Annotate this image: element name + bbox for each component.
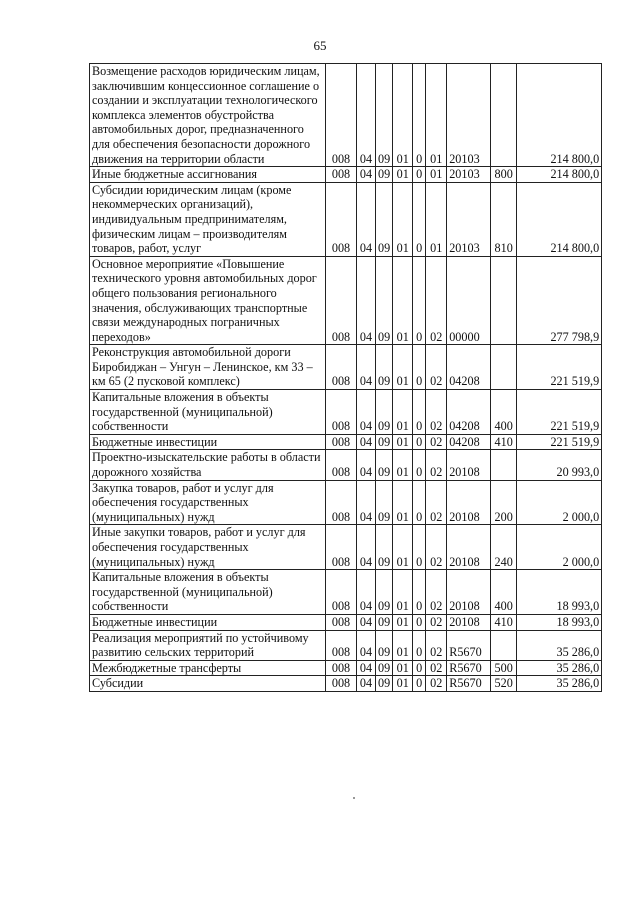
row-activity-code: 02 bbox=[426, 345, 447, 390]
row-direction-code: 20103 bbox=[447, 64, 491, 167]
row-expense-type bbox=[491, 64, 517, 167]
table-row bbox=[90, 450, 602, 480]
row-ministry-code: 008 bbox=[326, 182, 357, 256]
row-program-code: 01 bbox=[393, 676, 413, 692]
row-program-code: 01 bbox=[393, 182, 413, 256]
row-program-code: 01 bbox=[393, 64, 413, 167]
row-expense-type: 400 bbox=[491, 570, 517, 615]
row-subsection-code: 09 bbox=[376, 614, 393, 630]
row-description: Закупка товаров, работ и услуг для обеспечения государственных (муниципальных) нужд bbox=[90, 480, 326, 525]
row-amount: 221 519,9 bbox=[517, 434, 602, 450]
row-section-code: 04 bbox=[357, 525, 376, 570]
row-description: Реконструкция автомобильной дороги Биробиджан – Унгун – Ленинское, км 33 – км 65 (2 пусковой комплекс) bbox=[90, 345, 326, 390]
row-amount: 277 798,9 bbox=[517, 256, 602, 345]
row-subprogram-code: 0 bbox=[413, 167, 426, 183]
row-program-code: 01 bbox=[393, 614, 413, 630]
row-expense-type: 810 bbox=[491, 182, 517, 256]
budget-table bbox=[89, 63, 602, 692]
row-subsection-code: 09 bbox=[376, 480, 393, 525]
row-section-code: 04 bbox=[357, 450, 376, 480]
row-subprogram-code: 0 bbox=[413, 345, 426, 390]
row-expense-type bbox=[491, 450, 517, 480]
row-amount: 2 000,0 bbox=[517, 480, 602, 525]
row-expense-type bbox=[491, 345, 517, 390]
row-ministry-code: 008 bbox=[326, 480, 357, 525]
table-row bbox=[90, 525, 602, 570]
row-ministry-code: 008 bbox=[326, 630, 357, 660]
table-row bbox=[90, 182, 602, 256]
table-row bbox=[90, 256, 602, 345]
row-ministry-code: 008 bbox=[326, 434, 357, 450]
row-description: Иные закупки товаров, работ и услуг для обеспечения государственных (муниципальных) нужд bbox=[90, 525, 326, 570]
table-row bbox=[90, 390, 602, 435]
table-row bbox=[90, 345, 602, 390]
row-program-code: 01 bbox=[393, 390, 413, 435]
table-row bbox=[90, 480, 602, 525]
row-ministry-code: 008 bbox=[326, 390, 357, 435]
row-ministry-code: 008 bbox=[326, 450, 357, 480]
row-subprogram-code: 0 bbox=[413, 64, 426, 167]
row-subprogram-code: 0 bbox=[413, 630, 426, 660]
row-section-code: 04 bbox=[357, 570, 376, 615]
row-section-code: 04 bbox=[357, 64, 376, 167]
row-amount: 35 286,0 bbox=[517, 676, 602, 692]
row-program-code: 01 bbox=[393, 434, 413, 450]
table-row bbox=[90, 660, 602, 676]
row-amount: 35 286,0 bbox=[517, 660, 602, 676]
row-section-code: 04 bbox=[357, 434, 376, 450]
row-activity-code: 02 bbox=[426, 570, 447, 615]
row-activity-code: 02 bbox=[426, 450, 447, 480]
row-activity-code: 02 bbox=[426, 390, 447, 435]
table-row bbox=[90, 630, 602, 660]
row-subsection-code: 09 bbox=[376, 676, 393, 692]
row-description: Капитальные вложения в объекты государственной (муниципальной) собственности bbox=[90, 570, 326, 615]
row-section-code: 04 bbox=[357, 480, 376, 525]
row-direction-code: R5670 bbox=[447, 630, 491, 660]
row-subprogram-code: 0 bbox=[413, 676, 426, 692]
row-program-code: 01 bbox=[393, 256, 413, 345]
page-number: 65 bbox=[313, 38, 327, 53]
row-activity-code: 02 bbox=[426, 525, 447, 570]
row-expense-type: 410 bbox=[491, 434, 517, 450]
row-subprogram-code: 0 bbox=[413, 525, 426, 570]
row-activity-code: 02 bbox=[426, 614, 447, 630]
row-subprogram-code: 0 bbox=[413, 434, 426, 450]
row-expense-type bbox=[491, 256, 517, 345]
row-subprogram-code: 0 bbox=[413, 182, 426, 256]
row-subprogram-code: 0 bbox=[413, 660, 426, 676]
row-subsection-code: 09 bbox=[376, 390, 393, 435]
row-description: Проектно-изыскательские работы в области дорожного хозяйства bbox=[90, 450, 326, 480]
row-program-code: 01 bbox=[393, 167, 413, 183]
row-program-code: 01 bbox=[393, 570, 413, 615]
row-description: Капитальные вложения в объекты государственной (муниципальной) собственности bbox=[90, 390, 326, 435]
row-activity-code: 01 bbox=[426, 64, 447, 167]
row-activity-code: 01 bbox=[426, 182, 447, 256]
row-expense-type: 240 bbox=[491, 525, 517, 570]
row-ministry-code: 008 bbox=[326, 525, 357, 570]
row-ministry-code: 008 bbox=[326, 660, 357, 676]
row-subsection-code: 09 bbox=[376, 630, 393, 660]
row-subsection-code: 09 bbox=[376, 256, 393, 345]
row-section-code: 04 bbox=[357, 256, 376, 345]
row-section-code: 04 bbox=[357, 630, 376, 660]
row-section-code: 04 bbox=[357, 345, 376, 390]
row-section-code: 04 bbox=[357, 660, 376, 676]
row-description: Межбюджетные трансферты bbox=[90, 660, 326, 676]
row-direction-code: 20108 bbox=[447, 614, 491, 630]
row-direction-code: 00000 bbox=[447, 256, 491, 345]
row-ministry-code: 008 bbox=[326, 256, 357, 345]
row-activity-code: 02 bbox=[426, 676, 447, 692]
row-subprogram-code: 0 bbox=[413, 480, 426, 525]
row-direction-code: 20108 bbox=[447, 525, 491, 570]
row-amount: 214 800,0 bbox=[517, 64, 602, 167]
table-row bbox=[90, 434, 602, 450]
row-subprogram-code: 0 bbox=[413, 450, 426, 480]
row-subprogram-code: 0 bbox=[413, 256, 426, 345]
row-direction-code: 04208 bbox=[447, 345, 491, 390]
row-amount: 214 800,0 bbox=[517, 167, 602, 183]
row-description: Субсидии bbox=[90, 676, 326, 692]
row-activity-code: 02 bbox=[426, 256, 447, 345]
table-row bbox=[90, 167, 602, 183]
row-direction-code: 04208 bbox=[447, 434, 491, 450]
row-expense-type: 400 bbox=[491, 390, 517, 435]
table-row bbox=[90, 64, 602, 167]
row-subsection-code: 09 bbox=[376, 450, 393, 480]
row-subsection-code: 09 bbox=[376, 434, 393, 450]
row-direction-code: R5670 bbox=[447, 660, 491, 676]
row-program-code: 01 bbox=[393, 480, 413, 525]
row-amount: 214 800,0 bbox=[517, 182, 602, 256]
row-subsection-code: 09 bbox=[376, 345, 393, 390]
row-subsection-code: 09 bbox=[376, 182, 393, 256]
row-ministry-code: 008 bbox=[326, 345, 357, 390]
row-direction-code: 20108 bbox=[447, 450, 491, 480]
row-direction-code: 20108 bbox=[447, 480, 491, 525]
row-amount: 18 993,0 bbox=[517, 614, 602, 630]
row-program-code: 01 bbox=[393, 345, 413, 390]
row-amount: 221 519,9 bbox=[517, 390, 602, 435]
row-section-code: 04 bbox=[357, 390, 376, 435]
row-ministry-code: 008 bbox=[326, 676, 357, 692]
row-section-code: 04 bbox=[357, 182, 376, 256]
row-description: Возмещение расходов юридическим лицам, заключившим концессионное соглашение о создании и эксплуатации технологического комплекса элементов обустройства автомобильных дорог, предназначенного для обеспечения безопасности дорожного движения на территории области bbox=[90, 64, 326, 167]
row-expense-type: 800 bbox=[491, 167, 517, 183]
row-ministry-code: 008 bbox=[326, 614, 357, 630]
row-program-code: 01 bbox=[393, 450, 413, 480]
row-subprogram-code: 0 bbox=[413, 570, 426, 615]
row-expense-type: 200 bbox=[491, 480, 517, 525]
row-ministry-code: 008 bbox=[326, 570, 357, 615]
row-activity-code: 02 bbox=[426, 660, 447, 676]
row-direction-code: 20103 bbox=[447, 167, 491, 183]
row-section-code: 04 bbox=[357, 167, 376, 183]
row-subprogram-code: 0 bbox=[413, 614, 426, 630]
row-subprogram-code: 0 bbox=[413, 390, 426, 435]
table-row bbox=[90, 676, 602, 692]
row-description: Иные бюджетные ассигнования bbox=[90, 167, 326, 183]
row-program-code: 01 bbox=[393, 660, 413, 676]
row-expense-type: 520 bbox=[491, 676, 517, 692]
row-subsection-code: 09 bbox=[376, 570, 393, 615]
row-amount: 18 993,0 bbox=[517, 570, 602, 615]
row-subsection-code: 09 bbox=[376, 64, 393, 167]
row-activity-code: 01 bbox=[426, 167, 447, 183]
row-section-code: 04 bbox=[357, 614, 376, 630]
row-amount: 2 000,0 bbox=[517, 525, 602, 570]
row-description: Основное мероприятие «Повышение технического уровня автомобильных дорог общего пользования регионального значения, обслуживающих транспортные связи международных пограничных переходов» bbox=[90, 256, 326, 345]
row-amount: 221 519,9 bbox=[517, 345, 602, 390]
row-expense-type bbox=[491, 630, 517, 660]
row-ministry-code: 008 bbox=[326, 167, 357, 183]
scan-speck bbox=[353, 797, 355, 799]
row-direction-code: R5670 bbox=[447, 676, 491, 692]
row-description: Реализация мероприятий по устойчивому развитию сельских территорий bbox=[90, 630, 326, 660]
row-program-code: 01 bbox=[393, 525, 413, 570]
row-expense-type: 410 bbox=[491, 614, 517, 630]
budget-table-body bbox=[90, 64, 602, 692]
table-row bbox=[90, 614, 602, 630]
row-description: Бюджетные инвестиции bbox=[90, 434, 326, 450]
row-direction-code: 04208 bbox=[447, 390, 491, 435]
row-subsection-code: 09 bbox=[376, 525, 393, 570]
row-amount: 20 993,0 bbox=[517, 450, 602, 480]
row-program-code: 01 bbox=[393, 630, 413, 660]
row-description: Субсидии юридическим лицам (кроме некоммерческих организаций), индивидуальным предпринимателям, физическим лицам – производителям товаров, работ, услуг bbox=[90, 182, 326, 256]
row-section-code: 04 bbox=[357, 676, 376, 692]
row-activity-code: 02 bbox=[426, 480, 447, 525]
row-description: Бюджетные инвестиции bbox=[90, 614, 326, 630]
row-subsection-code: 09 bbox=[376, 167, 393, 183]
row-direction-code: 20103 bbox=[447, 182, 491, 256]
row-ministry-code: 008 bbox=[326, 64, 357, 167]
row-amount: 35 286,0 bbox=[517, 630, 602, 660]
row-direction-code: 20108 bbox=[447, 570, 491, 615]
row-expense-type: 500 bbox=[491, 660, 517, 676]
row-activity-code: 02 bbox=[426, 434, 447, 450]
row-activity-code: 02 bbox=[426, 630, 447, 660]
row-subsection-code: 09 bbox=[376, 660, 393, 676]
table-row bbox=[90, 570, 602, 615]
